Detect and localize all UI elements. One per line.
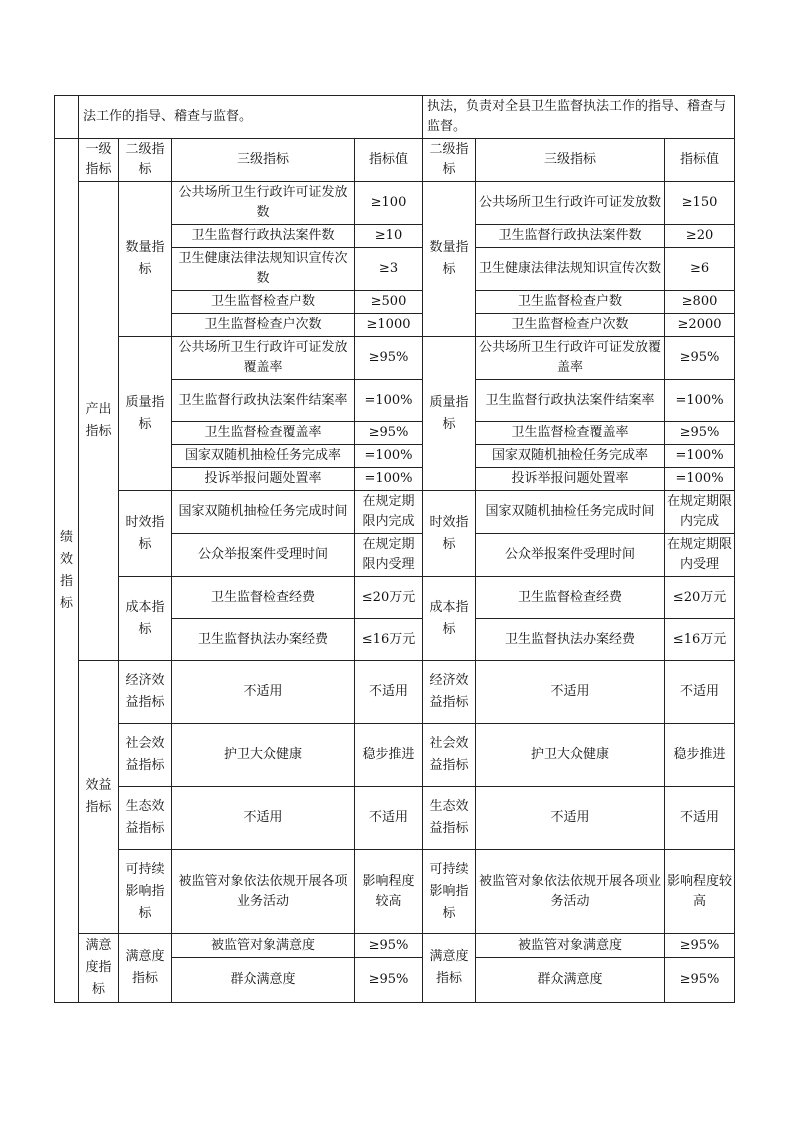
header-level2-b: 二级指标 (423, 139, 476, 182)
indicator-name-b: 国家双随机抽检任务完成时间 (476, 491, 665, 534)
output-label: 产出指标 (79, 182, 119, 661)
indicator-name-b: 国家双随机抽检任务完成率 (476, 445, 665, 468)
timeliness-label: 时效指标 (119, 491, 172, 577)
performance-indicator-table (54, 95, 735, 1003)
header-level3-b: 三级指标 (476, 139, 665, 182)
indicator-value-b: ≥2000 (665, 314, 735, 337)
indicator-value-b: =100% (665, 380, 735, 422)
benefit-row (55, 850, 735, 934)
indicator-name: 公众举报案件受理时间 (172, 534, 355, 577)
indicator-value: 稳步推进 (355, 724, 423, 787)
indicator-name-b: 卫生监督行政执法案件数 (476, 225, 665, 248)
indicator-value-b: ≥95% (665, 422, 735, 445)
indicator-name: 群众满意度 (172, 958, 355, 1003)
indicator-value-b: 不适用 (665, 787, 735, 850)
indicator-value-b: ≥20 (665, 225, 735, 248)
header-level2: 二级指标 (119, 139, 172, 182)
quantity-label-b: 数量指标 (423, 182, 476, 337)
benefit-sub-label-b: 社会效益指标 (423, 724, 476, 787)
indicator-value: ≥95% (355, 934, 423, 958)
header-value: 指标值 (355, 139, 423, 182)
indicator-value: 不适用 (355, 787, 423, 850)
indicator-name-b: 卫生监督检查户数 (476, 291, 665, 314)
indicator-name: 被监管对象满意度 (172, 934, 355, 958)
indicator-value: =100% (355, 380, 423, 422)
quantity-row (55, 182, 735, 225)
indicator-value-b: ≥800 (665, 291, 735, 314)
indicator-name-b: 不适用 (476, 661, 665, 724)
indicator-value-b: ≥150 (665, 182, 735, 225)
indicator-value: ≥3 (355, 248, 423, 291)
benefit-sub-label-b: 生态效益指标 (423, 787, 476, 850)
benefit-sub-label: 社会效益指标 (119, 724, 172, 787)
benefit-sub-label-b: 可持续影响指标 (423, 850, 476, 934)
indicator-value-b: ≤20万元 (665, 577, 735, 619)
indicator-value: ≥95% (355, 958, 423, 1003)
indicator-value-b: ≥95% (665, 337, 735, 380)
indicator-name-b: 被监管对象满意度 (476, 934, 665, 958)
indicator-name: 不适用 (172, 787, 355, 850)
quality-row (55, 337, 735, 380)
top-row (55, 96, 735, 139)
indicator-value-b: 不适用 (665, 661, 735, 724)
indicator-value: ≤20万元 (355, 577, 423, 619)
indicator-name-b: 护卫大众健康 (476, 724, 665, 787)
benefit-row (55, 661, 735, 724)
indicator-name-b: 卫生监督检查经费 (476, 577, 665, 619)
benefit-sub-label-b: 经济效益指标 (423, 661, 476, 724)
satisfaction-label: 满意度指标 (119, 934, 172, 1003)
indicator-name: 卫生监督检查户次数 (172, 314, 355, 337)
header-value-b: 指标值 (665, 139, 735, 182)
indicator-name: 公共场所卫生行政许可证发放数 (172, 182, 355, 225)
indicator-value: ≥95% (355, 422, 423, 445)
cost-row (55, 577, 735, 619)
satisfaction-label-b: 满意度指标 (423, 934, 476, 1003)
timeliness-row (55, 491, 735, 534)
indicator-name: 卫生监督行政执法案件数 (172, 225, 355, 248)
indicator-name: 不适用 (172, 661, 355, 724)
indicator-name: 投诉举报问题处置率 (172, 468, 355, 491)
satisfaction-top-label: 满意度指标 (79, 934, 119, 1003)
quantity-label: 数量指标 (119, 182, 172, 337)
header-level3: 三级指标 (172, 139, 355, 182)
indicator-name-b: 卫生健康法律法规知识宣传次数 (476, 248, 665, 291)
indicator-name: 国家双随机抽检任务完成时间 (172, 491, 355, 534)
benefit-sub-label: 生态效益指标 (119, 787, 172, 850)
header-row (55, 139, 735, 182)
indicator-value-b: ≤16万元 (665, 619, 735, 661)
indicator-name: 护卫大众健康 (172, 724, 355, 787)
indicator-value-b: =100% (665, 445, 735, 468)
top-row-right-text: 执法，负责对全县卫生监督执法工作的指导、稽查与监督。 (423, 96, 735, 139)
indicator-value: ≥1000 (355, 314, 423, 337)
benefit-row (55, 787, 735, 850)
satisfaction-row (55, 934, 735, 958)
benefit-row (55, 724, 735, 787)
indicator-value-b: 影响程度较高 (665, 850, 735, 934)
indicator-value: =100% (355, 445, 423, 468)
indicator-name-b: 被监管对象依法依规开展各项业务活动 (476, 850, 665, 934)
indicator-name-b: 公众举报案件受理时间 (476, 534, 665, 577)
performance-label: 绩效指标 (55, 139, 79, 1003)
indicator-name: 卫生监督执法办案经费 (172, 619, 355, 661)
indicator-value-b: ≥95% (665, 934, 735, 958)
indicator-name-b: 群众满意度 (476, 958, 665, 1003)
indicator-value: 在规定期限内完成 (355, 491, 423, 534)
indicator-value: ≥95% (355, 337, 423, 380)
indicator-name-b: 公共场所卫生行政许可证发放覆盖率 (476, 337, 665, 380)
cost-label-b: 成本指标 (423, 577, 476, 661)
indicator-name-b: 卫生监督检查户次数 (476, 314, 665, 337)
indicator-value-b: 稳步推进 (665, 724, 735, 787)
indicator-value: 影响程度较高 (355, 850, 423, 934)
indicator-value-b: 在规定期限内完成 (665, 491, 735, 534)
indicator-name-b: 不适用 (476, 787, 665, 850)
indicator-name-b: 卫生监督执法办案经费 (476, 619, 665, 661)
indicator-name-b: 公共场所卫生行政许可证发放数 (476, 182, 665, 225)
quality-label-b: 质量指标 (423, 337, 476, 491)
top-row-left-text: 法工作的指导、稽查与监督。 (79, 96, 423, 139)
indicator-name: 卫生健康法律法规知识宣传次数 (172, 248, 355, 291)
indicator-value: ≥10 (355, 225, 423, 248)
cost-label: 成本指标 (119, 577, 172, 661)
indicator-name: 卫生监督检查经费 (172, 577, 355, 619)
indicator-name: 国家双随机抽检任务完成率 (172, 445, 355, 468)
benefit-label: 效益指标 (79, 661, 119, 934)
indicator-value: ≤16万元 (355, 619, 423, 661)
indicator-name: 卫生监督检查覆盖率 (172, 422, 355, 445)
indicator-value-b: ≥6 (665, 248, 735, 291)
top-row-spacer (55, 96, 79, 139)
indicator-value-b: 在规定期限内受理 (665, 534, 735, 577)
indicator-value: ≥500 (355, 291, 423, 314)
indicator-name-b: 卫生监督行政执法案件结案率 (476, 380, 665, 422)
indicator-value-b: =100% (665, 468, 735, 491)
indicator-name: 卫生监督行政执法案件结案率 (172, 380, 355, 422)
indicator-name-b: 投诉举报问题处置率 (476, 468, 665, 491)
timeliness-label-b: 时效指标 (423, 491, 476, 577)
indicator-name: 卫生监督检查户数 (172, 291, 355, 314)
indicator-value: =100% (355, 468, 423, 491)
indicator-value: 不适用 (355, 661, 423, 724)
quality-label: 质量指标 (119, 337, 172, 491)
header-level1: 一级指标 (79, 139, 119, 182)
benefit-sub-label: 可持续影响指标 (119, 850, 172, 934)
indicator-name: 被监管对象依法依规开展各项业务活动 (172, 850, 355, 934)
indicator-name: 公共场所卫生行政许可证发放覆盖率 (172, 337, 355, 380)
indicator-value: ≥100 (355, 182, 423, 225)
indicator-value: 在规定期限内受理 (355, 534, 423, 577)
indicator-name-b: 卫生监督检查覆盖率 (476, 422, 665, 445)
benefit-sub-label: 经济效益指标 (119, 661, 172, 724)
indicator-value-b: ≥95% (665, 958, 735, 1003)
